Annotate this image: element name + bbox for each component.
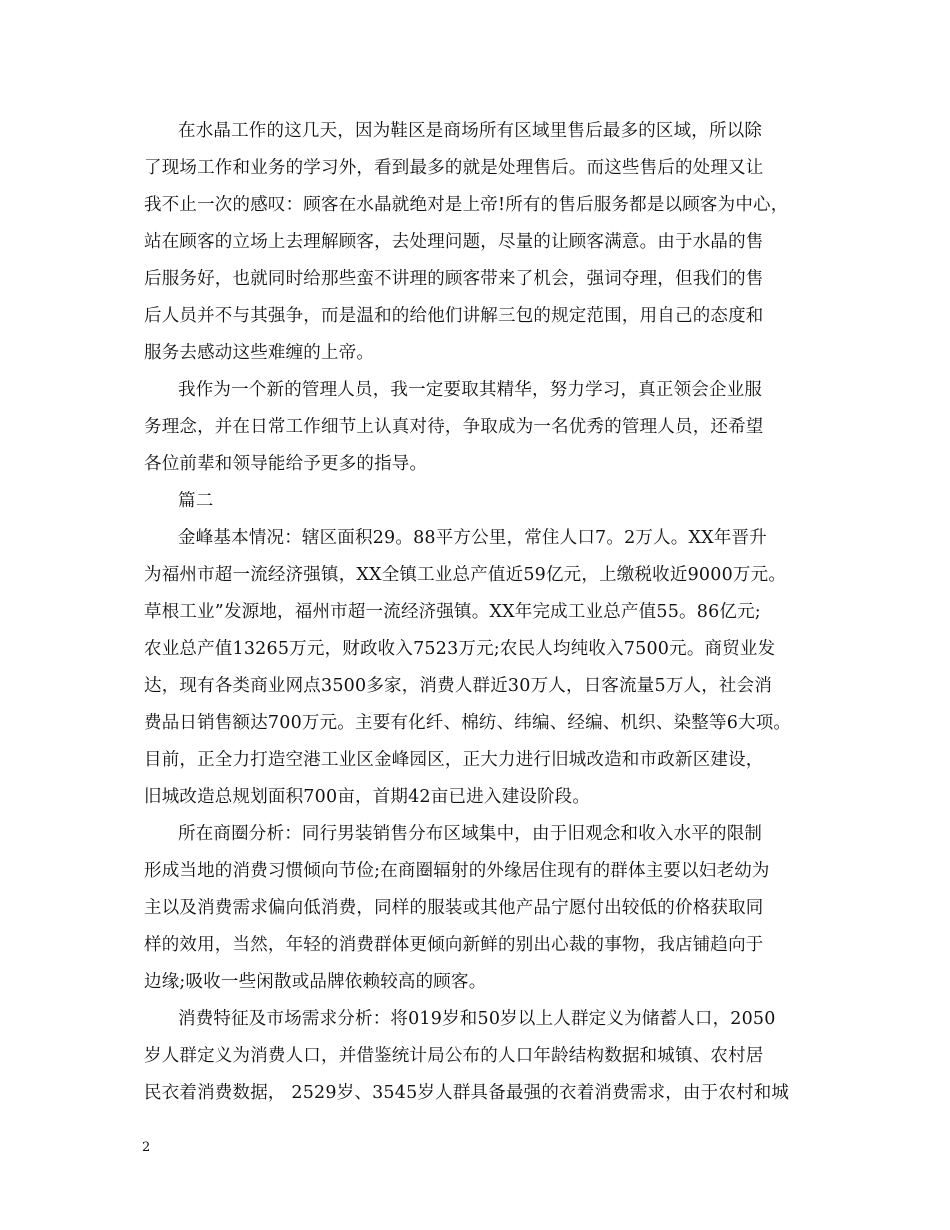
section-heading: 篇二 — [178, 491, 214, 511]
paragraph-line: 服务去感动这些难缠的上帝。 — [144, 343, 375, 363]
paragraph-line: 我不止一次的感叹：顾客在水晶就绝对是上帝!所有的售后服务都是以顾客为中心， — [144, 195, 789, 215]
paragraph-line: 务理念，并在日常工作细节上认真对待，争取成为一名优秀的管理人员，还希望 — [144, 417, 764, 437]
paragraph-line: 所在商圈分析：同行男装销售分布区域集中，由于旧观念和收入水平的限制 — [178, 824, 763, 844]
paragraph-line: 为福州市超一流经济强镇，XX全镇工业总产值近59亿元，上缴税收近9000万元。 — [144, 565, 787, 585]
page-number: 2 — [142, 1140, 151, 1155]
paragraph-line: 目前，正全力打造空港工业区金峰园区，正大力进行旧城改造和市政新区建设， — [144, 750, 764, 770]
paragraph-line: 边缘;吸收一些闲散或品牌依赖较高的顾客。 — [144, 972, 487, 992]
paragraph-line: 金峰基本情况：辖区面积29。88平方公里，常住人口7。2万人。XX年晋升 — [178, 528, 767, 548]
paragraph-line: 民衣着消费数据， 2529岁、3545岁人群具备最强的衣着消费需求，由于农村和城 — [144, 1083, 790, 1103]
paragraph-line: 样的效用，当然，年轻的消费群体更倾向新鲜的别出心裁的事物，我店铺趋向于 — [144, 935, 764, 955]
paragraph-line: 主以及消费需求偏向低消费，同样的服装或其他产品宁愿付出较低的价格获取同 — [144, 898, 764, 918]
paragraph-line: 各位前辈和领导能给予更多的指导。 — [144, 454, 428, 474]
paragraph-line: 费品日销售额达700万元。主要有化纤、棉纺、纬编、经编、机织、染整等6大项。 — [144, 713, 792, 733]
paragraph-line: 站在顾客的立场上去理解顾客，去处理问题，尽量的让顾客满意。由于水晶的售 — [144, 232, 764, 252]
paragraph-line: 达，现有各类商业网点3500多家，消费人群近30万人，日客流量5万人，社会消 — [144, 676, 773, 696]
paragraph-line: 消费特征及市场需求分析：将019岁和50岁以上人群定义为储蓄人口，2050 — [178, 1009, 776, 1029]
paragraph-line: 后服务好，也就同时给那些蛮不讲理的顾客带来了机会，强词夺理，但我们的售 — [144, 269, 764, 289]
paragraph-line: 形成当地的消费习惯倾向节俭;在商圈辐射的外缘居住现有的群体主要以妇老幼为 — [144, 861, 770, 881]
paragraph-line: 了现场工作和业务的学习外，看到最多的就是处理售后。而这些售后的处理又让 — [144, 158, 764, 178]
paragraph-line: 在水晶工作的这几天，因为鞋区是商场所有区域里售后最多的区域，所以除 — [178, 121, 763, 141]
paragraph-line: 后人员并不与其强争，而是温和的给他们讲解三包的规定范围，用自己的态度和 — [144, 306, 764, 326]
paragraph-line: 我作为一个新的管理人员，我一定要取其精华，努力学习，真正领会企业服 — [178, 380, 763, 400]
paragraph-line: 农业总产值13265万元，财政收入7523万元;农民人均纯收入7500元。商贸业发 — [144, 639, 776, 659]
paragraph-line: 旧城改造总规划面积700亩，首期42亩已进入建设阶段。 — [144, 787, 591, 807]
paragraph-line: 岁人群定义为消费人口，并借鉴统计局公布的人口年龄结构数据和城镇、农村居 — [144, 1046, 764, 1066]
paragraph-line: 草根工业”发源地，福州市超一流经济强镇。XX年完成工业总产值55。86亿元; — [144, 602, 761, 622]
